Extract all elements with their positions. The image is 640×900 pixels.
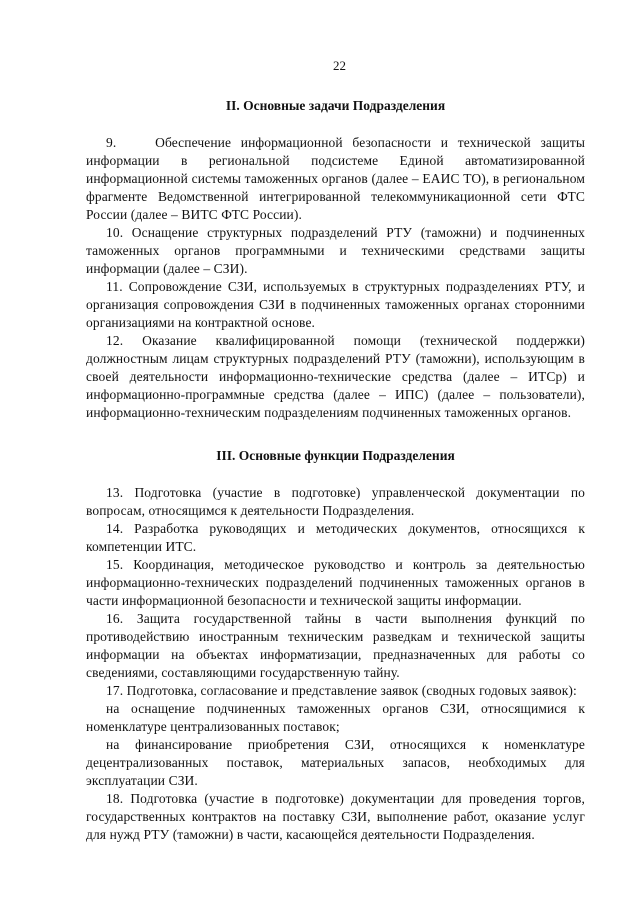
- paragraph-17-item-2: на финансирование приобретения СЗИ, относящихся к номенклатуре децентрализованных поставок, материальных запасов, необходимых для эксплуатации СЗИ.: [86, 737, 585, 788]
- paragraph-9: 9. Обеспечение информационной безопасности и технической защиты информации в региональной подсистеме Единой автоматизированной информационной системы таможенных органов (далее – ЕАИС ТО), в региональном фрагменте Ведомственной интегрированной телекоммуникационной сети ФТС России (далее – ВИТС ФТС России).: [86, 135, 585, 222]
- section-heading-tasks: II. Основные задачи Подразделения: [225, 98, 446, 113]
- page-number: 22: [333, 58, 346, 73]
- paragraph-18: 18. Подготовка (участие в подготовке) документации для проведения торгов, государственных контрактов на поставку СЗИ, выполнение работ, оказание услуг для нужд РТУ (таможни) в части, касающейся деятельности Подразделения.: [86, 791, 585, 842]
- paragraph-12: 12. Оказание квалифицированной помощи (технической поддержки) должностным лицам структурных подразделений РТУ (таможни), использующим в своей деятельности информационно-технические средства (далее – ИТСр) и информационно-программные средства (далее – ИПС) (далее – пользователи), информационно-техническим подразделениям подчиненных таможенных органов.: [86, 333, 585, 420]
- paragraph-17: 17. Подготовка, согласование и представление заявок (сводных годовых заявок):: [106, 683, 577, 698]
- section-functions-body: [86, 484, 585, 844]
- paragraph-10: 10. Оснащение структурных подразделений РТУ (таможни) и подчиненных таможенных органов программными и техническими средствами защиты информации (далее – СЗИ).: [86, 225, 585, 276]
- section-tasks-body: [86, 134, 585, 422]
- section-heading-functions: III. Основные функции Подразделения: [216, 448, 455, 463]
- paragraph-14: 14. Разработка руководящих и методических документов, относящихся к компетенции ИТС.: [86, 521, 585, 554]
- paragraph-17-item-1: на оснащение подчиненных таможенных органов СЗИ, относящимися к номенклатуре централизованных поставок;: [86, 701, 585, 734]
- paragraph-16: 16. Защита государственной тайны в части выполнения функций по противодействию иностранным техническим разведкам и технической защиты информации на объектах информатизации, предназначенных для работы со сведениями, составляющими государственную тайну.: [86, 611, 585, 680]
- paragraph-15: 15. Координация, методическое руководство и контроль за деятельностью информационно-технических подразделений подчиненных таможенных органов в части информационной безопасности и технической защиты информации.: [86, 557, 585, 608]
- paragraph-13: 13. Подготовка (участие в подготовке) управленческой документации по вопросам, относящимся к деятельности Подразделения.: [86, 485, 585, 518]
- paragraph-11: 11. Сопровождение СЗИ, используемых в структурных подразделениях РТУ, и организация сопровождения СЗИ в подчиненных таможенных органах сторонними организациями на контрактной основе.: [86, 279, 585, 330]
